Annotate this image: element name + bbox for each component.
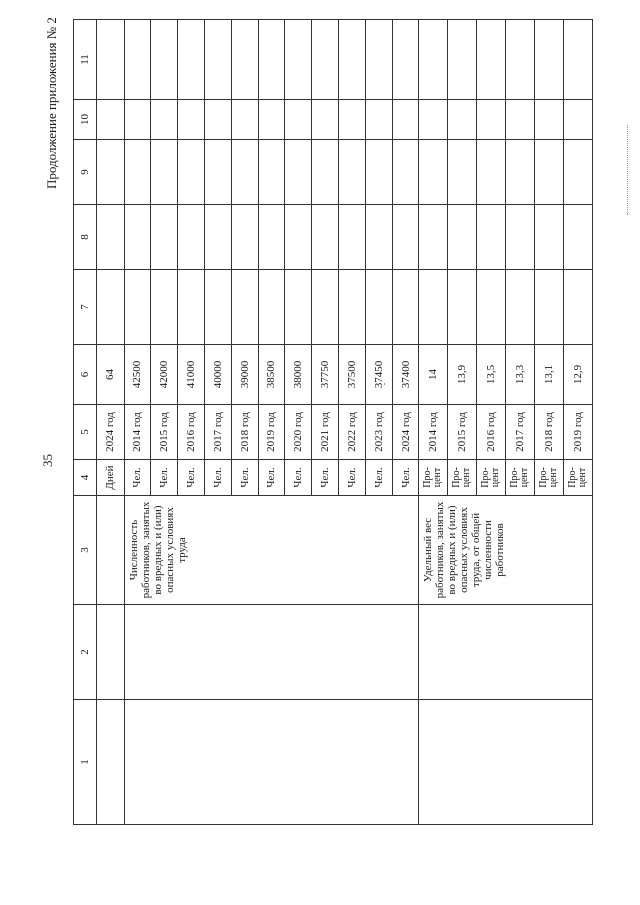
table-cell xyxy=(258,205,285,270)
unit-cell: Чел. xyxy=(392,460,419,496)
year-cell: 2018 год xyxy=(535,405,564,460)
table-cell xyxy=(419,605,593,700)
year-cell: 2019 год xyxy=(258,405,285,460)
table-cell xyxy=(339,20,366,100)
value-cell: 40000 xyxy=(204,345,231,405)
table-cell xyxy=(258,140,285,205)
table-cell xyxy=(178,140,205,205)
table-cell xyxy=(231,20,258,100)
table-cell xyxy=(365,205,392,270)
table-cell xyxy=(365,270,392,345)
column-header: 6 xyxy=(74,345,97,405)
table-cell xyxy=(231,100,258,140)
value-cell: 38500 xyxy=(258,345,285,405)
table-cell xyxy=(339,140,366,205)
value-cell: 37500 xyxy=(339,345,366,405)
table-cell xyxy=(312,270,339,345)
table-cell xyxy=(506,100,535,140)
table-cell xyxy=(339,100,366,140)
margin-mark xyxy=(627,125,630,215)
table-cell xyxy=(419,270,448,345)
table-cell xyxy=(96,605,124,700)
year-cell: 2014 год xyxy=(124,405,151,460)
year-cell: 2017 год xyxy=(506,405,535,460)
table-cell xyxy=(339,270,366,345)
table-cell xyxy=(258,100,285,140)
table-cell xyxy=(285,270,312,345)
value-cell: 42000 xyxy=(151,345,178,405)
table-cell xyxy=(124,270,151,345)
column-number-row xyxy=(74,20,97,825)
year-cell: 2016 год xyxy=(477,405,506,460)
year-cell: 2014 год xyxy=(419,405,448,460)
table-cell xyxy=(312,100,339,140)
table-cell xyxy=(231,140,258,205)
unit-cell: Чел. xyxy=(231,460,258,496)
unit-cell: Чел. xyxy=(312,460,339,496)
table-cell xyxy=(96,700,124,825)
table-cell xyxy=(339,205,366,270)
table-cell xyxy=(204,140,231,205)
table-row xyxy=(124,20,151,825)
table-cell xyxy=(96,270,124,345)
table-cell xyxy=(365,100,392,140)
table-cell xyxy=(258,270,285,345)
table-cell xyxy=(535,20,564,100)
table-cell xyxy=(477,20,506,100)
table-cell xyxy=(231,205,258,270)
table-cell xyxy=(151,20,178,100)
column-header: 8 xyxy=(74,205,97,270)
value-cell: 39000 xyxy=(231,345,258,405)
table-cell xyxy=(477,140,506,205)
table-cell xyxy=(419,20,448,100)
year-cell: 2020 год xyxy=(285,405,312,460)
table-cell xyxy=(204,270,231,345)
column-header: 5 xyxy=(74,405,97,460)
table-cell xyxy=(563,20,592,100)
unit-cell: Чел. xyxy=(365,460,392,496)
table-cell xyxy=(535,205,564,270)
value-cell: 13,5 xyxy=(477,345,506,405)
unit-cell: Чел. xyxy=(178,460,205,496)
table-row xyxy=(419,20,448,825)
table-cell xyxy=(392,270,419,345)
value-cell: 38000 xyxy=(285,345,312,405)
value-cell: 12,9 xyxy=(563,345,592,405)
table-cell xyxy=(563,205,592,270)
value-cell: 37450 xyxy=(365,345,392,405)
unit-cell: Чел. xyxy=(204,460,231,496)
table-cell xyxy=(535,140,564,205)
table-cell xyxy=(178,270,205,345)
table-cell xyxy=(506,270,535,345)
table-cell xyxy=(124,20,151,100)
column-header: 3 xyxy=(74,496,97,605)
table-cell xyxy=(563,100,592,140)
table-cell xyxy=(151,100,178,140)
column-header: 11 xyxy=(74,20,97,100)
table-cell xyxy=(419,700,593,825)
table-cell xyxy=(392,100,419,140)
table-cell xyxy=(448,140,477,205)
table-cell xyxy=(419,140,448,205)
year-cell: 2016 год xyxy=(178,405,205,460)
table-cell xyxy=(285,20,312,100)
appendix-note: Продолжение приложения № 2 xyxy=(44,17,59,189)
year-cell: 2015 год xyxy=(448,405,477,460)
table-cell xyxy=(204,100,231,140)
table-cell xyxy=(365,140,392,205)
indicator-label: Численность работников, занятых во вредных и (или) опасных условиях труда xyxy=(124,496,419,605)
year-cell: 2018 год xyxy=(231,405,258,460)
table-cell xyxy=(563,140,592,205)
table-cell xyxy=(419,205,448,270)
table-cell xyxy=(285,205,312,270)
table-cell xyxy=(178,100,205,140)
table-cell xyxy=(392,20,419,100)
table-cell xyxy=(477,100,506,140)
table-cell xyxy=(204,20,231,100)
value-cell: 13,3 xyxy=(506,345,535,405)
year-cell: 2023 год xyxy=(365,405,392,460)
value-cell: 14 xyxy=(419,345,448,405)
table-cell xyxy=(124,140,151,205)
table-cell xyxy=(448,270,477,345)
year-cell: 2024 год xyxy=(96,405,124,460)
table-cell xyxy=(506,20,535,100)
table-cell xyxy=(178,205,205,270)
table-cell xyxy=(124,205,151,270)
table-cell xyxy=(124,700,419,825)
unit-cell: Про-цент xyxy=(535,460,564,496)
unit-cell: Про-цент xyxy=(448,460,477,496)
year-cell: 2017 год xyxy=(204,405,231,460)
unit-cell: Дней xyxy=(96,460,124,496)
unit-cell: Про-цент xyxy=(563,460,592,496)
table-cell xyxy=(419,100,448,140)
table-cell xyxy=(124,100,151,140)
unit-cell: Про-цент xyxy=(506,460,535,496)
table-cell xyxy=(392,140,419,205)
table-cell xyxy=(285,100,312,140)
table-cell xyxy=(285,140,312,205)
unit-cell: Чел. xyxy=(258,460,285,496)
table-cell xyxy=(477,205,506,270)
unit-cell: Чел. xyxy=(339,460,366,496)
table-row xyxy=(96,20,124,825)
unit-cell: Чел. xyxy=(285,460,312,496)
indicator-label: Удельный вес работников, занятых во вредных и (или) опасных условиях труда, от общей численности работников xyxy=(419,496,593,605)
table-cell xyxy=(96,496,124,605)
table-cell xyxy=(312,140,339,205)
page-number: 35 xyxy=(40,454,55,467)
column-header: 1 xyxy=(74,700,97,825)
table-cell xyxy=(124,605,419,700)
table-cell xyxy=(535,270,564,345)
unit-cell: Про-цент xyxy=(477,460,506,496)
table-cell xyxy=(477,270,506,345)
column-header: 7 xyxy=(74,270,97,345)
column-header: 10 xyxy=(74,100,97,140)
table-cell xyxy=(96,140,124,205)
year-cell: 2019 год xyxy=(563,405,592,460)
table-cell xyxy=(151,270,178,345)
table-cell xyxy=(506,140,535,205)
value-cell: 64 xyxy=(96,345,124,405)
table-cell xyxy=(535,100,564,140)
table-cell xyxy=(151,205,178,270)
year-cell: 2015 год xyxy=(151,405,178,460)
column-header: 9 xyxy=(74,140,97,205)
value-cell: 13,9 xyxy=(448,345,477,405)
data-table xyxy=(73,19,593,825)
table-cell xyxy=(563,270,592,345)
table-cell xyxy=(312,205,339,270)
table-cell xyxy=(258,20,285,100)
table-cell xyxy=(151,140,178,205)
unit-cell: Чел. xyxy=(124,460,151,496)
table-cell xyxy=(231,270,258,345)
value-cell: 37400 xyxy=(392,345,419,405)
value-cell: 41000 xyxy=(178,345,205,405)
column-header: 2 xyxy=(74,605,97,700)
unit-cell: Чел. xyxy=(151,460,178,496)
table-cell xyxy=(204,205,231,270)
table-cell xyxy=(392,205,419,270)
year-cell: 2024 год xyxy=(392,405,419,460)
table-cell xyxy=(178,20,205,100)
year-cell: 2021 год xyxy=(312,405,339,460)
year-cell: 2022 год xyxy=(339,405,366,460)
table-cell xyxy=(365,20,392,100)
table-cell xyxy=(96,100,124,140)
table-cell xyxy=(96,20,124,100)
table-cell xyxy=(448,100,477,140)
table-cell xyxy=(448,20,477,100)
value-cell: 37750 xyxy=(312,345,339,405)
table-cell xyxy=(506,205,535,270)
value-cell: 42500 xyxy=(124,345,151,405)
value-cell: 13,1 xyxy=(535,345,564,405)
table-cell xyxy=(448,205,477,270)
table-cell xyxy=(96,205,124,270)
column-header: 4 xyxy=(74,460,97,496)
unit-cell: Про-цент xyxy=(419,460,448,496)
table-cell xyxy=(312,20,339,100)
